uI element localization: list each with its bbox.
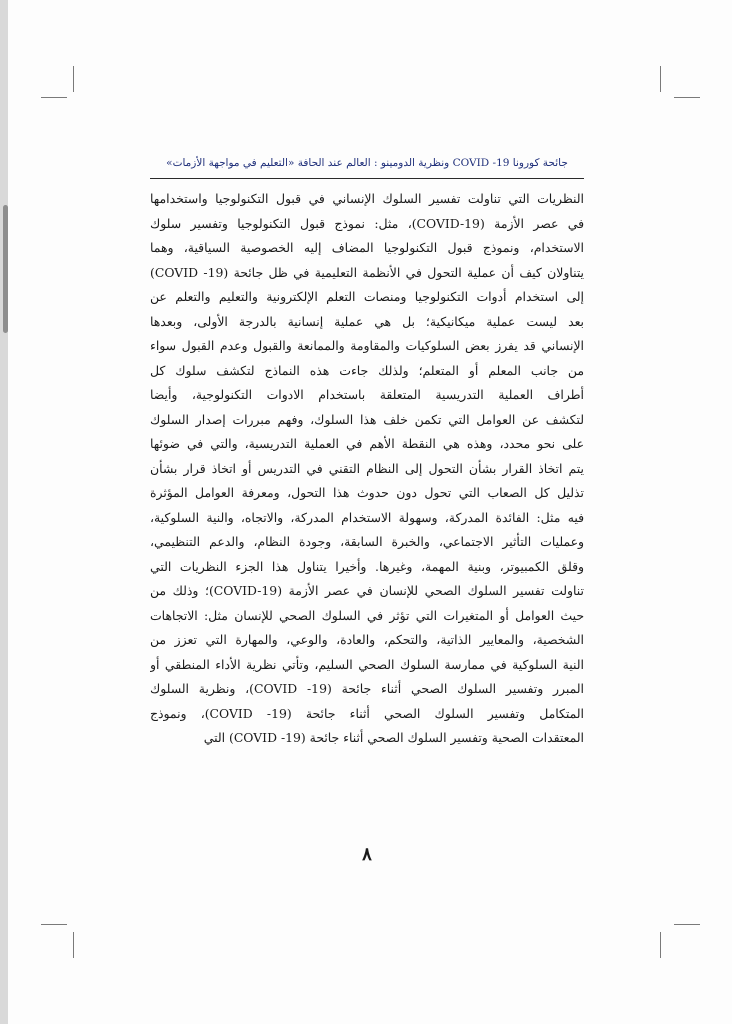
text-line: أطراف العملية التدريسية المتعلقة باستخدام الادوات التكنولوجية، وأيضا [150,387,584,402]
body-text [150,187,584,751]
crop-mark [660,66,661,92]
text-line: المبرر وتفسير السلوك الصحي أثناء جائحة (COVID -19)، ونظرية السلوك [150,681,584,696]
text-line: تذليل كل الصعاب التي تحول دون حدوث هذا التحول، ومعرفة العوامل المؤثرة [150,485,584,500]
text-line: وعمليات التأثير الاجتماعي، والخبرة السابقة، وجودة النظام، والدعم التنظيمي، [150,534,584,549]
page-number: ٨ [362,844,372,865]
text-line: لتكشف عن العوامل التي تكمن خلف هذا السلوك، وفهم مبررات إصدار السلوك [150,411,584,427]
text-line: الشخصية، والمعايير الذاتية، والتحكم، والعادة، والوعي، والمهارة التي تعزز من [150,632,584,647]
running-header: جائحة كورونا COVID -19 ونظرية الدومينو : العالم عند الحافة «التعليم في مواجهة الأزمات» [166,157,568,169]
text-line: تناولت تفسير السلوك الصحي للإنسان في عصر الأزمة (COVID-19)؛ وذلك من [150,583,584,598]
crop-mark [674,924,700,925]
text-line: حيث العوامل أو المتغيرات التي تؤثر في السلوك الصحي للإنسان مثل: الاتجاهات [150,607,584,623]
text-line: إلى استخدام أدوات التكنولوجيا ومنصات التعلم الإلكترونية والتعليم والتعلم عن [150,289,584,304]
text-line: المعتقدات الصحية وتفسير السلوك الصحي أثناء جائحة (COVID -19) التي [203,730,584,745]
text-line: المتكامل وتفسير السلوك الصحي أثناء جائحة (COVID -19)، ونموذج [150,705,584,721]
crop-mark [73,932,74,958]
text-line: النية السلوكية في ممارسة السلوك الصحي السليم، وتأتي نظرية الأداء المنطقي أو [150,656,584,672]
crop-mark [41,97,67,98]
text-line: بعد ليست عملية ميكانيكية؛ بل هي عملية إنسانية بالدرجة الأولى، وبعدها [150,313,584,329]
text-line: على نحو محدد، وهذه هي النقطة الأهم في العملية التدريسية، والتي في ضوئها [150,436,584,451]
crop-mark [674,97,700,98]
text-line: الاستخدام، ونموذج قبول التكنولوجيا المضاف إليه الخصوصية السياقية، وهما [150,240,584,255]
text-line: فيه مثل: الفائدة المدركة، وسهولة الاستخدام المدركة، والاتجاه، والنية السلوكية، [150,509,584,525]
crop-mark [73,66,74,92]
crop-mark [41,924,67,925]
text-line: النظريات التي تناولت تفسير السلوك الإنساني في قبول التكنولوجيا واستخدامها [150,191,584,206]
header-divider [150,178,584,179]
text-line: من جانب المعلم أو المتعلم؛ ولذلك جاءت هذه النماذج لتكشف سلوك كل [150,362,584,378]
text-line: الإنساني قد يفرز بعض السلوكيات والمقاومة والممانعة والقبول وعدم القبول سواء [150,338,584,353]
text-line: وقلق الكمبيوتر، وبنية المهمة، وغيرها. وأخيرا يتناول هذا الجزء النظريات التي [150,558,584,574]
crop-mark [660,932,661,958]
text-line: في عصر الأزمة (COVID-19)، مثل: نموذج قبول التكنولوجيا وتفسير سلوك [150,215,584,231]
text-line: يتم اتخاذ القرار بشأن التحول إلى النظام التقني في التدريس أو اتخاذ قرار بشأن [150,460,584,476]
text-line: يتناولان كيف أن عملية التحول في الأنظمة التعليمية في ظل جائحة (COVID -19) [150,264,584,280]
